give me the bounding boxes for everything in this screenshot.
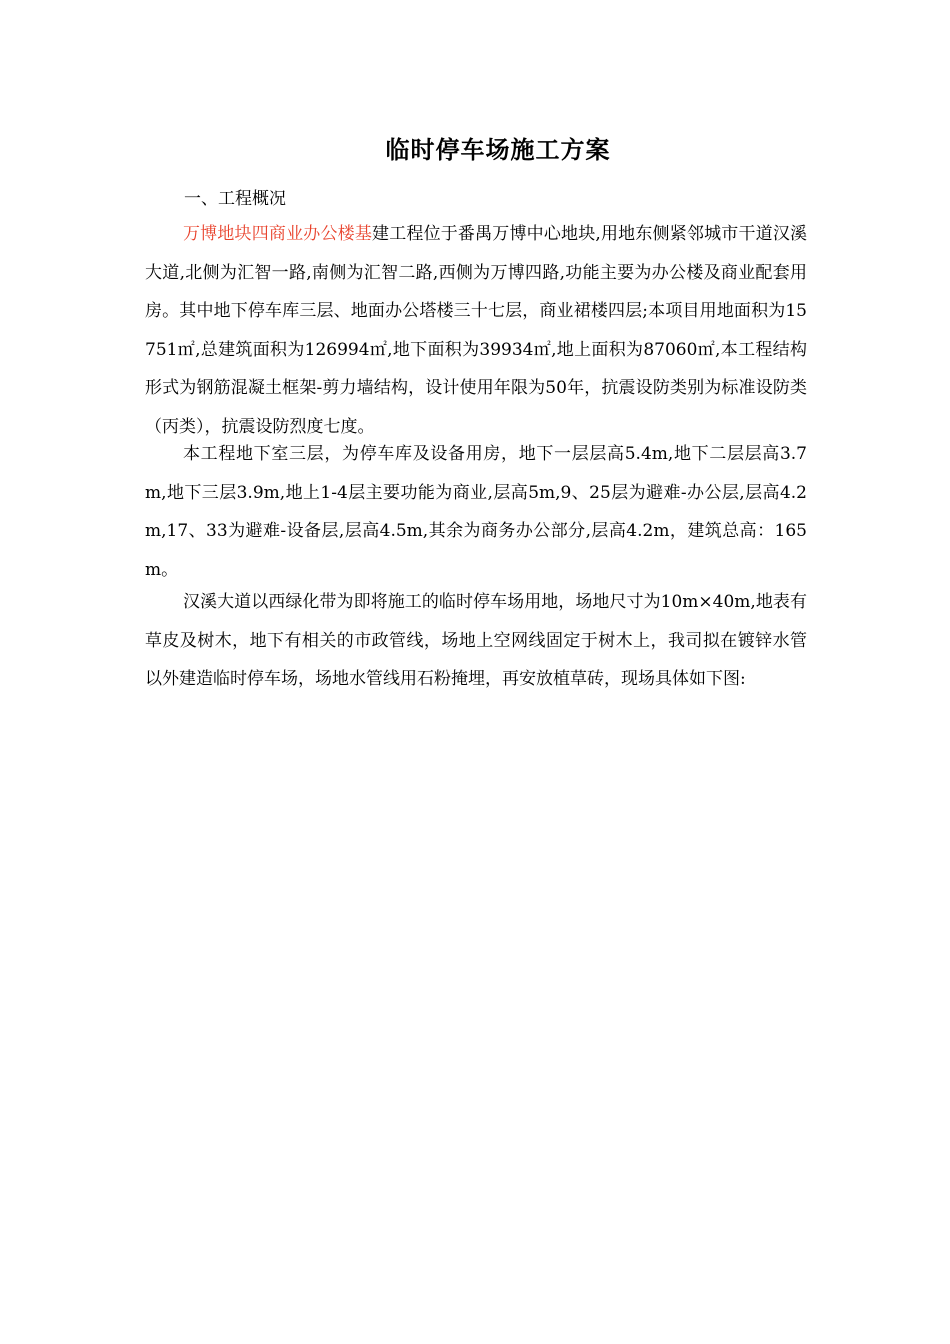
highlighted-project-name: 万博地块四商业办公楼基 xyxy=(183,224,373,244)
document-title: 临时停车场施工方案 xyxy=(385,136,611,164)
paragraph-project-overview-text: 建工程位于番禺万博中心地块,用地东侧紧邻城市干道汉溪大道,北侧为汇智一路,南侧为汇智二路,西侧为万博四路,功能主要为办公楼及商业配套用房。其中地下停车库三层、地面办公塔楼三十七层，商业裙楼四层;本项目用地面积为15751㎡,总建筑面积为126994㎡,地下面积为39934㎡,地上面积为87060㎡,本工程结构形式为钢筋混凝土框架-剪力墙结构，设计使用年限为50年，抗震设防类别为标准设防类（丙类），抗震设防烈度七度。 xyxy=(145,224,807,437)
section-heading: 一、工程概况 xyxy=(184,189,286,209)
paragraph-parking-site: 汉溪大道以西绿化带为即将施工的临时停车场用地，场地尺寸为10m×40m,地表有草皮及树木，地下有相关的市政管线，场地上空网线固定于树木上，我司拟在镀锌水管以外建造临时停车场，场地水管线用石粉掩埋，再安放植草砖，现场具体如下图: xyxy=(145,592,807,689)
paragraph-basement-floors: 本工程地下室三层，为停车库及设备用房，地下一层层高5.4m,地下二层层高3.7m,地下三层3.9m,地上1-4层主要功能为商业,层高5m,9、25层为避难-办公层,层高4.2m,17、33为避难-设备层,层高4.5m,其余为商务办公部分,层高4.2m，建筑总高：165m。 xyxy=(145,444,807,580)
paragraph-project-overview xyxy=(145,215,807,446)
